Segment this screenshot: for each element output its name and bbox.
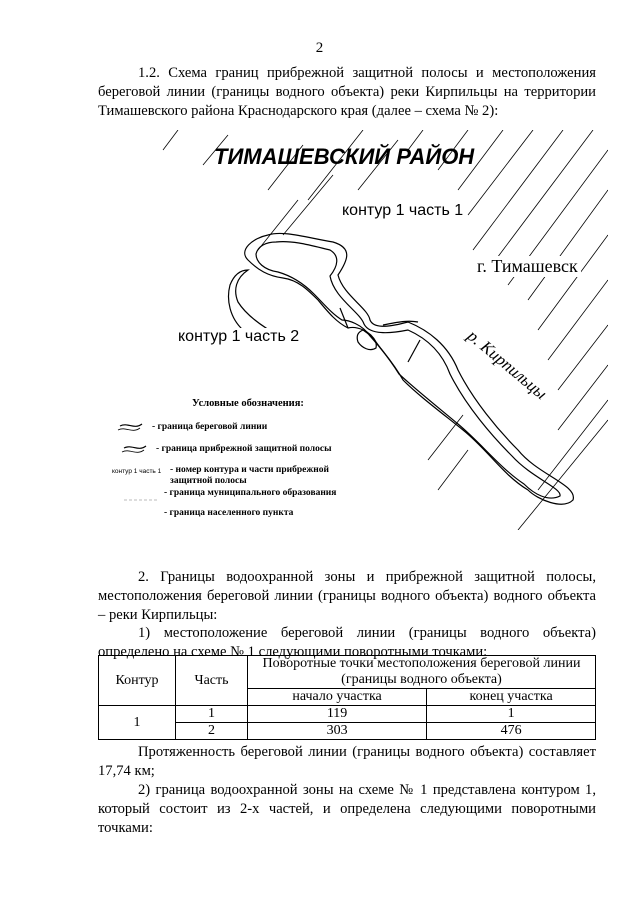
header-contour: Контур [99, 656, 176, 706]
cell-start: 119 [248, 706, 427, 723]
cell-start: 303 [248, 723, 427, 740]
header-points: Поворотные точки местоположения береговой линии (границы водного объекта) [248, 656, 596, 689]
boundary-map [108, 130, 608, 530]
legend-item-settlement-boundary: - граница населенного пункта [164, 508, 294, 518]
item-1-paragraph: 1) местоположение береговой линии (границы водного объекта) определено на схеме № 1 следующими поворотными точками: [98, 625, 596, 660]
item-2-paragraph: 2) граница водоохранной зоны на схеме № 1 представлена контуром 1, который состоит из 2-х частей, и определена следующими поворотными точками: [98, 782, 596, 836]
cell-end: 476 [427, 723, 596, 740]
header-end: конец участка [427, 689, 596, 706]
legend-item-contour-number: - номер контура и части прибрежной защитной полосы [170, 465, 329, 486]
cell-part: 1 [176, 706, 248, 723]
legend-title: Условные обозначения: [192, 398, 304, 409]
map-title: ТИМАШЕВСКИЙ РАЙОН [214, 144, 475, 169]
cell-contour: 1 [99, 706, 176, 740]
contour-1-part-2-label: контур 1 часть 2 [178, 328, 300, 345]
shoreline-points-table [98, 655, 596, 740]
section-2-paragraph: 2. Границы водоохранной зоны и прибрежной защитной полосы, местоположения береговой линии (границы водного объекта) водного объекта – реки Кирпильцы: [98, 569, 596, 623]
header-start: начало участка [248, 689, 427, 706]
river-label: р. Кирпильцы [463, 326, 551, 404]
intro-paragraph: 1.2. Схема границ прибрежной защитной полосы и местоположения береговой линии (границы водного объекта) реки Кирпильцы на территории Тимашевского района Краснодарского края (далее – схема № 2): [98, 65, 596, 119]
legend-item-protective-strip: - граница прибрежной защитной полосы [156, 444, 332, 454]
page-number: 2 [315, 40, 324, 56]
contour-1-part-1-label: контур 1 часть 1 [342, 202, 464, 219]
header-part: Часть [176, 656, 248, 706]
table-row [99, 706, 596, 723]
cell-end: 1 [427, 706, 596, 723]
length-paragraph: Протяженность береговой линии (границы водного объекта) составляет 17,74 км; [98, 744, 596, 779]
city-label: г. Тимашевск [474, 256, 581, 277]
legend-item-municipal-boundary: - граница муниципального образования [164, 488, 337, 498]
legend-sample-label: контур 1 часть 1 [112, 468, 162, 475]
cell-part: 2 [176, 723, 248, 740]
legend-item-shoreline: - граница береговой линии [152, 422, 268, 432]
